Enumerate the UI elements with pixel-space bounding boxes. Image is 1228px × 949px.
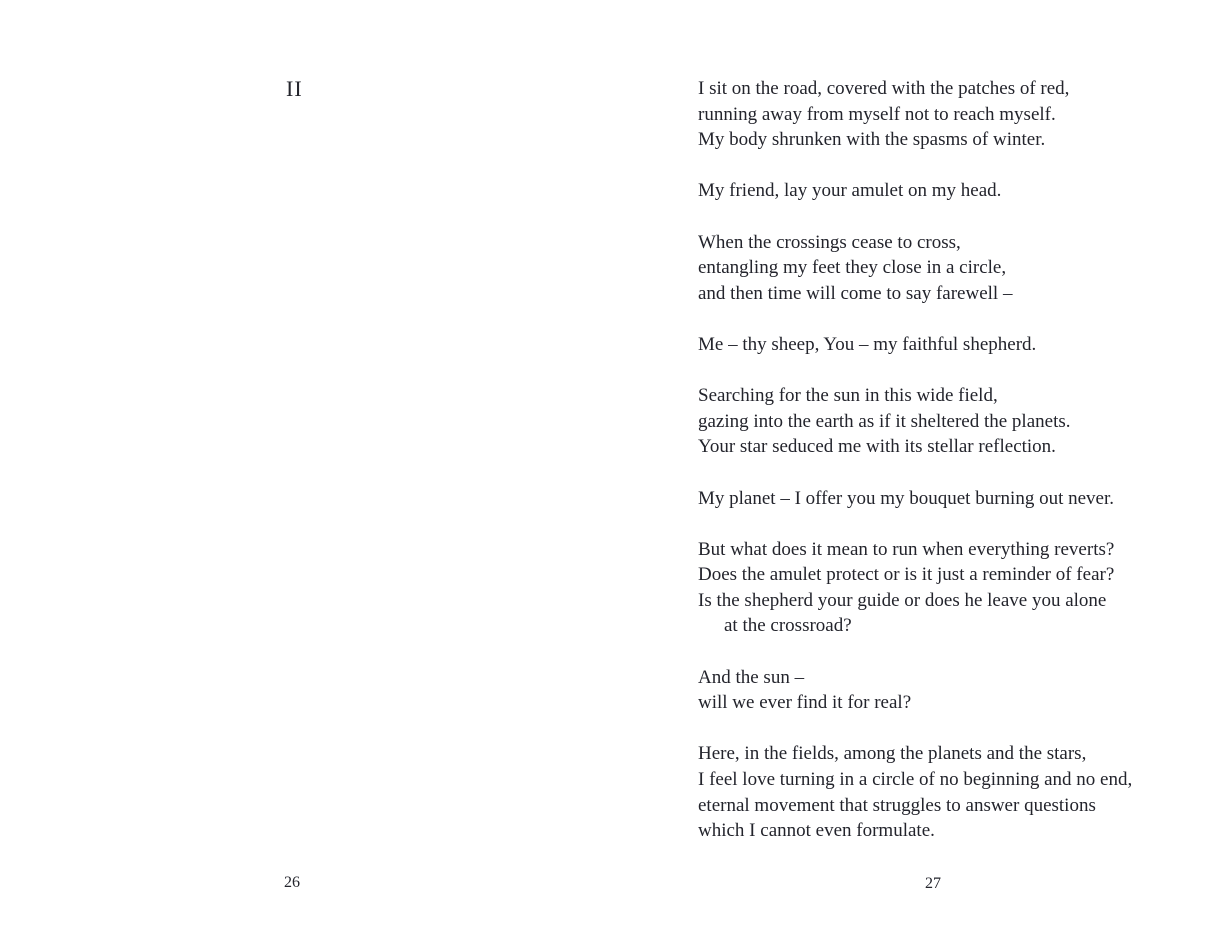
poem-line: My friend, lay your amulet on my head.	[698, 180, 1002, 202]
poem-line: which I cannot even formulate.	[698, 820, 935, 842]
stanza	[698, 178, 1198, 204]
stanza	[698, 537, 1198, 639]
poem-line: eternal movement that struggles to answer questions	[698, 794, 1096, 816]
poem-line: Here, in the fields, among the planets and the stars,	[698, 743, 1087, 765]
stanza	[698, 76, 1198, 153]
section-number: II	[286, 76, 303, 101]
poem-line: But what does it mean to run when everything reverts?	[698, 538, 1115, 560]
stanza	[698, 741, 1198, 843]
stanza	[698, 383, 1198, 460]
stanza	[698, 486, 1198, 512]
poem-line: Me – thy sheep, You – my faithful shepherd.	[698, 333, 1037, 355]
poem-line: and then time will come to say farewell –	[698, 282, 1013, 304]
poem-line: My body shrunken with the spasms of winter.	[698, 129, 1046, 151]
poem-line: My planet – I offer you my bouquet burning out never.	[698, 487, 1114, 509]
poem-line: Your star seduced me with its stellar reflection.	[698, 436, 1056, 458]
page-number-right: 27	[925, 875, 941, 892]
poem-line: Searching for the sun in this wide field,	[698, 385, 998, 407]
poem-line: at the crossroad?	[724, 615, 852, 637]
page-number-left: 26	[284, 874, 300, 891]
poem-line: I sit on the road, covered with the patches of red,	[698, 78, 1070, 99]
stanza	[698, 230, 1198, 307]
poem-line: Does the amulet protect or is it just a reminder of fear?	[698, 564, 1115, 586]
poem-line: Is the shepherd your guide or does he leave you alone	[698, 589, 1107, 611]
stanza	[698, 332, 1198, 358]
poem-line: gazing into the earth as if it sheltered the planets.	[698, 410, 1071, 432]
poem-line: entangling my feet they close in a circle,	[698, 257, 1007, 279]
poem-line: will we ever find it for real?	[698, 692, 912, 714]
stanza	[698, 665, 1198, 716]
poem-line: I feel love turning in a circle of no beginning and no end,	[698, 769, 1133, 791]
poem-line: When the crossings cease to cross,	[698, 231, 961, 253]
poem-line: And the sun –	[698, 666, 805, 688]
poem-line: running away from myself not to reach myself.	[698, 103, 1056, 125]
poem	[698, 76, 1198, 844]
